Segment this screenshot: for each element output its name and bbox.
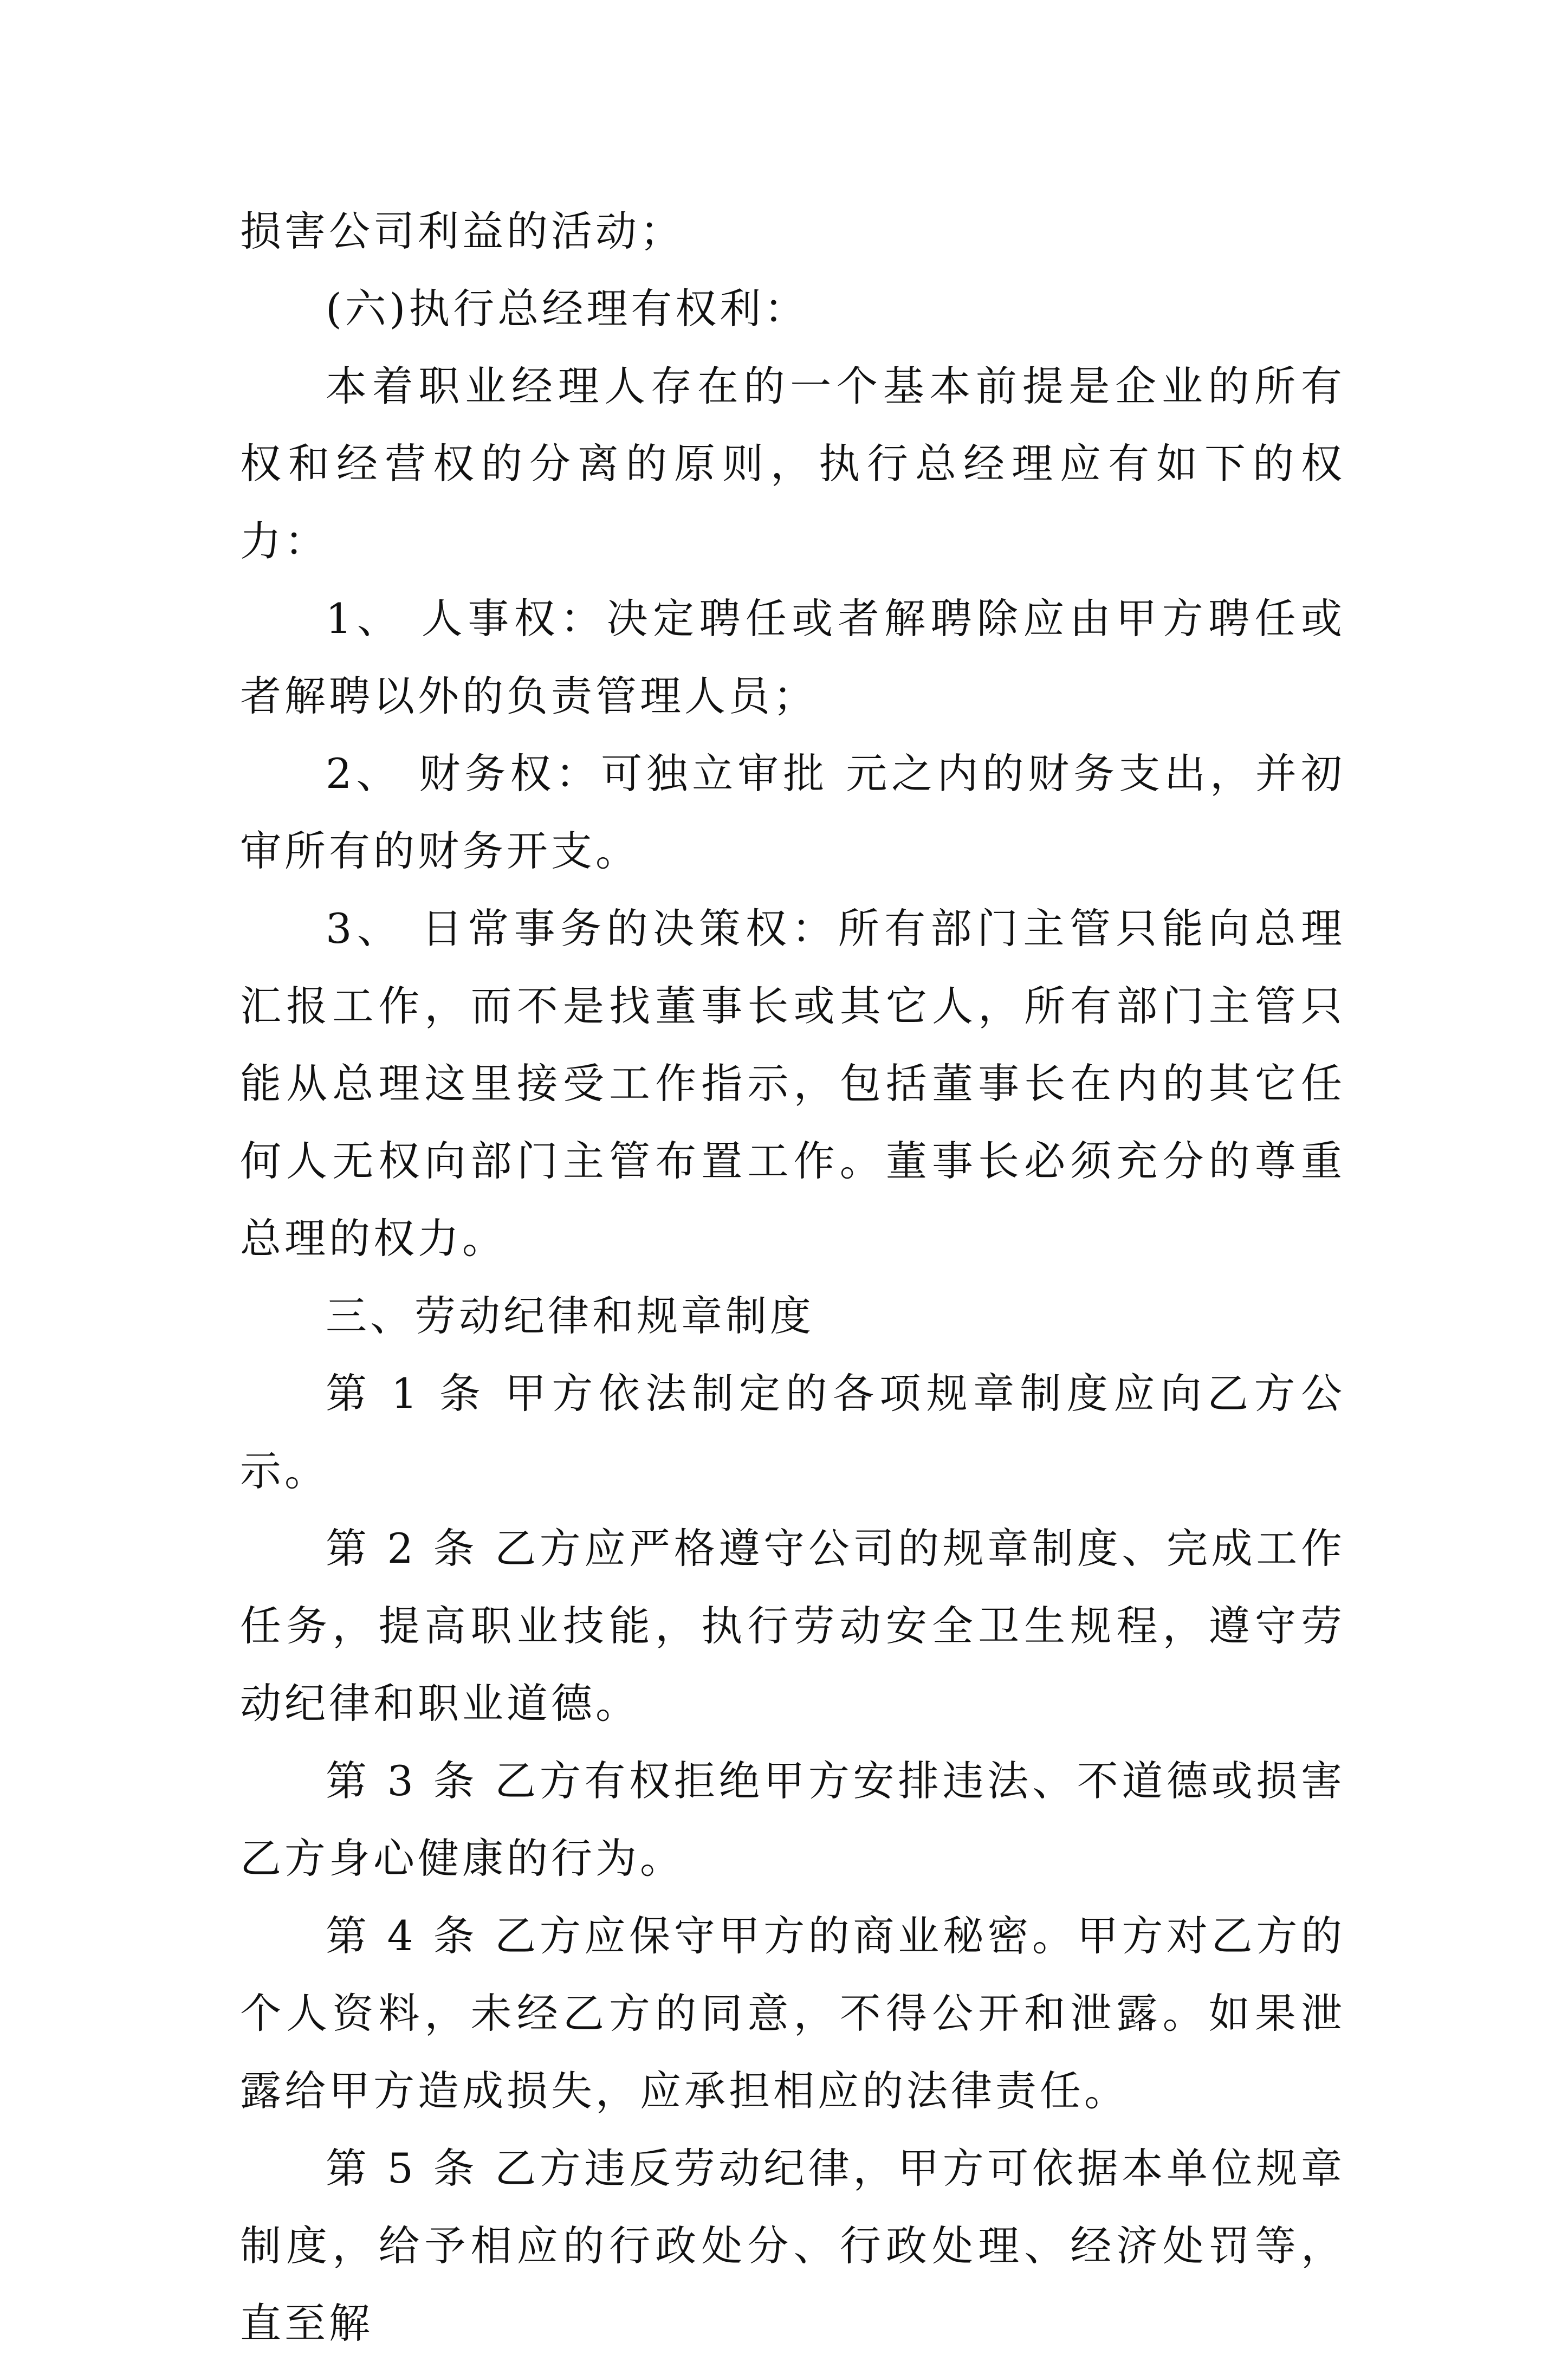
paragraph-5: 2、 财务权：可独立审批 元之内的财务支出，并初审所有的财务开支。: [240, 749, 1345, 875]
paragraph-1: 损害公司利益的活动；: [240, 207, 684, 255]
paragraph-6: 3、 日常事务的决策权：所有部门主管只能向总理汇报工作，而不是找董事长或其它人，所有部门主管只能从总理这里接受工作指示，包括董事长在内的其它任何人无权向部门主管布置工作。董事长必须充分的尊重总理的权力。: [240, 904, 1345, 1263]
article-2: 第 2 条 乙方应严格遵守公司的规章制度、完成工作任务，提高职业技能，执行劳动安全卫生规程，遵守劳动纪律和职业道德。: [240, 1524, 1345, 1727]
paragraph-2: (六)执行总经理有权利：: [326, 284, 809, 333]
section-heading: 三、劳动纪律和规章制度: [326, 1292, 814, 1340]
article-1: 第 1 条 甲方依法制定的各项规章制度应向乙方公示。: [240, 1369, 1345, 1495]
paragraph-4: 1、 人事权：决定聘任或者解聘除应由甲方聘任或者解聘以外的负责管理人员；: [240, 594, 1345, 720]
article-3: 第 3 条 乙方有权拒绝甲方安排违法、不道德或损害乙方身心健康的行为。: [240, 1757, 1345, 1882]
article-5: 第 5 条 乙方违反劳动纪律，甲方可依据本单位规章制度，给予相应的行政处分、行政处理、经济处罚等，直至解: [240, 2144, 1345, 2347]
article-4: 第 4 条 乙方应保守甲方的商业秘密。甲方对乙方的个人资料，未经乙方的同意，不得公开和泄露。如果泄露给甲方造成损失，应承担相应的法律责任。: [240, 1912, 1345, 2115]
document-body: [240, 192, 1345, 2362]
paragraph-3: 本着职业经理人存在的一个基本前提是企业的所有权和经营权的分离的原则，执行总经理应有如下的权力：: [240, 362, 1345, 565]
